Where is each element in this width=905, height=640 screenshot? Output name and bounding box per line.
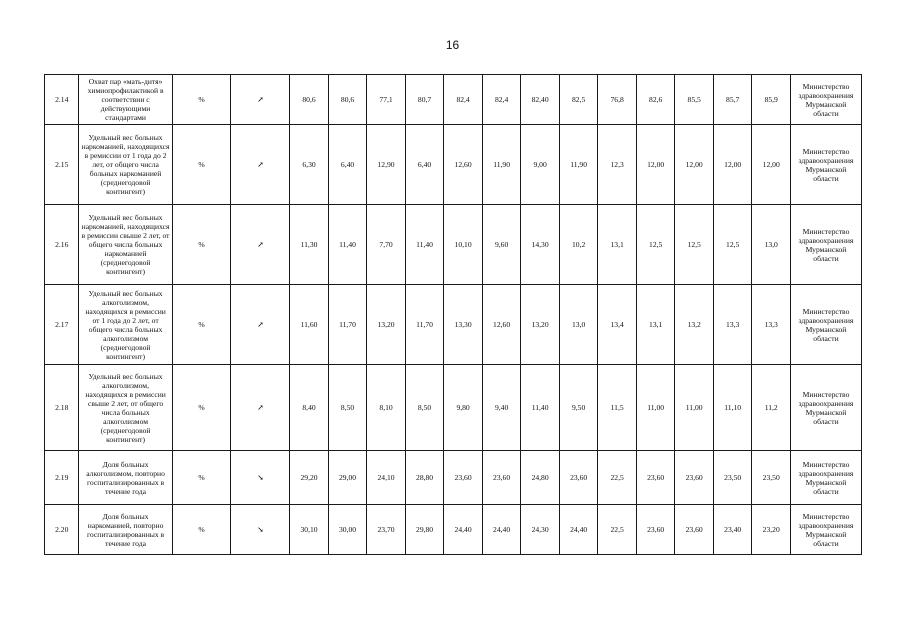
table-row [45,505,862,555]
executor-cell: Министерство здравоохранения Мурманской области [790,285,861,365]
value-cell: 24,10 [367,451,406,505]
value-cell: 11,40 [521,365,560,451]
indicator-number: 2.19 [45,451,79,505]
indicator-name: Удельный вес больных наркоманией, находящихся в ремиссии от 1 года до 2 лет, от общего числа больных наркоманией (среднегодовой контингент) [79,125,172,205]
table-row [45,285,862,365]
value-cell: 13,3 [713,285,752,365]
executor-cell: Министерство здравоохранения Мурманской области [790,125,861,205]
value-cell: 82,5 [559,75,598,125]
executor-cell: Министерство здравоохранения Мурманской области [790,75,861,125]
value-cell: 30,00 [328,505,367,555]
indicator-name: Удельный вес больных алкоголизмом, находящихся в ремиссии свыше 2 лет, от общего числа больных алкоголизмом (среднегодовой контингент) [79,365,172,451]
value-cell: 23,20 [752,505,791,555]
value-cell: 8,50 [328,365,367,451]
value-cell: 11,2 [752,365,791,451]
value-cell: 13,1 [598,205,637,285]
value-cell: 13,30 [444,285,483,365]
table-row [45,365,862,451]
value-cell: 6,30 [290,125,329,205]
value-cell: 9,00 [521,125,560,205]
executor-cell: Министерство здравоохранения Мурманской области [790,505,861,555]
indicator-number: 2.16 [45,205,79,285]
value-cell: 76,8 [598,75,637,125]
value-cell: 12,5 [675,205,714,285]
indicator-name: Удельный вес больных алкоголизмом, находящихся в ремиссии от 1 года до 2 лет, от общего числа больных алкоголизмом (среднегодовой контингент) [79,285,172,365]
unit-cell: % [172,285,231,365]
value-cell: 9,50 [559,365,598,451]
value-cell: 13,0 [752,205,791,285]
value-cell: 23,60 [482,451,521,505]
table-row [45,451,862,505]
value-cell: 6,40 [328,125,367,205]
value-cell: 23,50 [752,451,791,505]
value-cell: 11,70 [405,285,444,365]
unit-cell: % [172,451,231,505]
value-cell: 11,60 [290,285,329,365]
trend-arrow-icon: ↗ [231,75,290,125]
unit-cell: % [172,75,231,125]
value-cell: 28,80 [405,451,444,505]
value-cell: 82,40 [521,75,560,125]
indicator-name: Доля больных алкоголизмом, повторно госпитализированных в течение года [79,451,172,505]
value-cell: 80,6 [328,75,367,125]
value-cell: 23,70 [367,505,406,555]
value-cell: 22,5 [598,505,637,555]
unit-cell: % [172,125,231,205]
indicator-number: 2.18 [45,365,79,451]
value-cell: 24,30 [521,505,560,555]
indicator-name: Доля больных наркоманией, повторно госпитализированных в течение года [79,505,172,555]
table-row [45,125,862,205]
value-cell: 9,60 [482,205,521,285]
value-cell: 7,70 [367,205,406,285]
value-cell: 23,50 [713,451,752,505]
value-cell: 12,90 [367,125,406,205]
value-cell: 12,60 [482,285,521,365]
value-cell: 13,4 [598,285,637,365]
value-cell: 11,90 [482,125,521,205]
value-cell: 11,00 [636,365,675,451]
value-cell: 23,60 [675,505,714,555]
value-cell: 24,40 [559,505,598,555]
unit-cell: % [172,365,231,451]
value-cell: 24,80 [521,451,560,505]
value-cell: 11,40 [405,205,444,285]
value-cell: 12,5 [713,205,752,285]
value-cell: 12,3 [598,125,637,205]
value-cell: 29,00 [328,451,367,505]
value-cell: 12,00 [636,125,675,205]
trend-arrow-icon: ↗ [231,125,290,205]
executor-cell: Министерство здравоохранения Мурманской области [790,205,861,285]
indicator-number: 2.17 [45,285,79,365]
value-cell: 11,00 [675,365,714,451]
value-cell: 80,7 [405,75,444,125]
unit-cell: % [172,505,231,555]
value-cell: 12,60 [444,125,483,205]
value-cell: 82,6 [636,75,675,125]
value-cell: 12,00 [752,125,791,205]
value-cell: 10,10 [444,205,483,285]
indicators-table [44,74,862,555]
value-cell: 24,40 [482,505,521,555]
value-cell: 11,40 [328,205,367,285]
unit-cell: % [172,205,231,285]
value-cell: 80,6 [290,75,329,125]
page-number: 16 [445,38,460,52]
value-cell: 6,40 [405,125,444,205]
value-cell: 85,5 [675,75,714,125]
value-cell: 8,10 [367,365,406,451]
value-cell: 24,40 [444,505,483,555]
value-cell: 82,4 [444,75,483,125]
value-cell: 10,2 [559,205,598,285]
value-cell: 85,7 [713,75,752,125]
indicator-name: Удельный вес больных наркоманией, находящихся в ремиссии свыше 2 лет, от общего числа больных наркоманией (среднегодовой контингент) [79,205,172,285]
trend-arrow-icon: ↗ [231,285,290,365]
value-cell: 13,20 [521,285,560,365]
value-cell: 85,9 [752,75,791,125]
value-cell: 23,60 [444,451,483,505]
value-cell: 11,90 [559,125,598,205]
value-cell: 23,60 [675,451,714,505]
table-body [45,75,862,555]
value-cell: 12,00 [675,125,714,205]
value-cell: 11,5 [598,365,637,451]
trend-arrow-icon: ↗ [231,205,290,285]
value-cell: 29,20 [290,451,329,505]
value-cell: 8,40 [290,365,329,451]
trend-arrow-icon: ↘ [231,451,290,505]
executor-cell: Министерство здравоохранения Мурманской области [790,365,861,451]
value-cell: 22,5 [598,451,637,505]
indicator-number: 2.15 [45,125,79,205]
value-cell: 82,4 [482,75,521,125]
value-cell: 8,50 [405,365,444,451]
value-cell: 12,00 [713,125,752,205]
value-cell: 77,1 [367,75,406,125]
value-cell: 23,60 [559,451,598,505]
table-row [45,75,862,125]
trend-arrow-icon: ↘ [231,505,290,555]
value-cell: 11,10 [713,365,752,451]
value-cell: 13,0 [559,285,598,365]
value-cell: 13,2 [675,285,714,365]
value-cell: 13,20 [367,285,406,365]
value-cell: 23,60 [636,505,675,555]
table-row [45,205,862,285]
value-cell: 29,80 [405,505,444,555]
value-cell: 9,80 [444,365,483,451]
indicator-name: Охват пар «мать-дитя» химиопрофилактикой в соответствии с действующими стандартами [79,75,172,125]
executor-cell: Министерство здравоохранения Мурманской области [790,451,861,505]
value-cell: 13,3 [752,285,791,365]
value-cell: 9,40 [482,365,521,451]
value-cell: 23,60 [636,451,675,505]
value-cell: 23,40 [713,505,752,555]
value-cell: 13,1 [636,285,675,365]
indicator-number: 2.14 [45,75,79,125]
value-cell: 30,10 [290,505,329,555]
indicator-number: 2.20 [45,505,79,555]
value-cell: 11,30 [290,205,329,285]
value-cell: 14,30 [521,205,560,285]
trend-arrow-icon: ↗ [231,365,290,451]
value-cell: 12,5 [636,205,675,285]
value-cell: 11,70 [328,285,367,365]
